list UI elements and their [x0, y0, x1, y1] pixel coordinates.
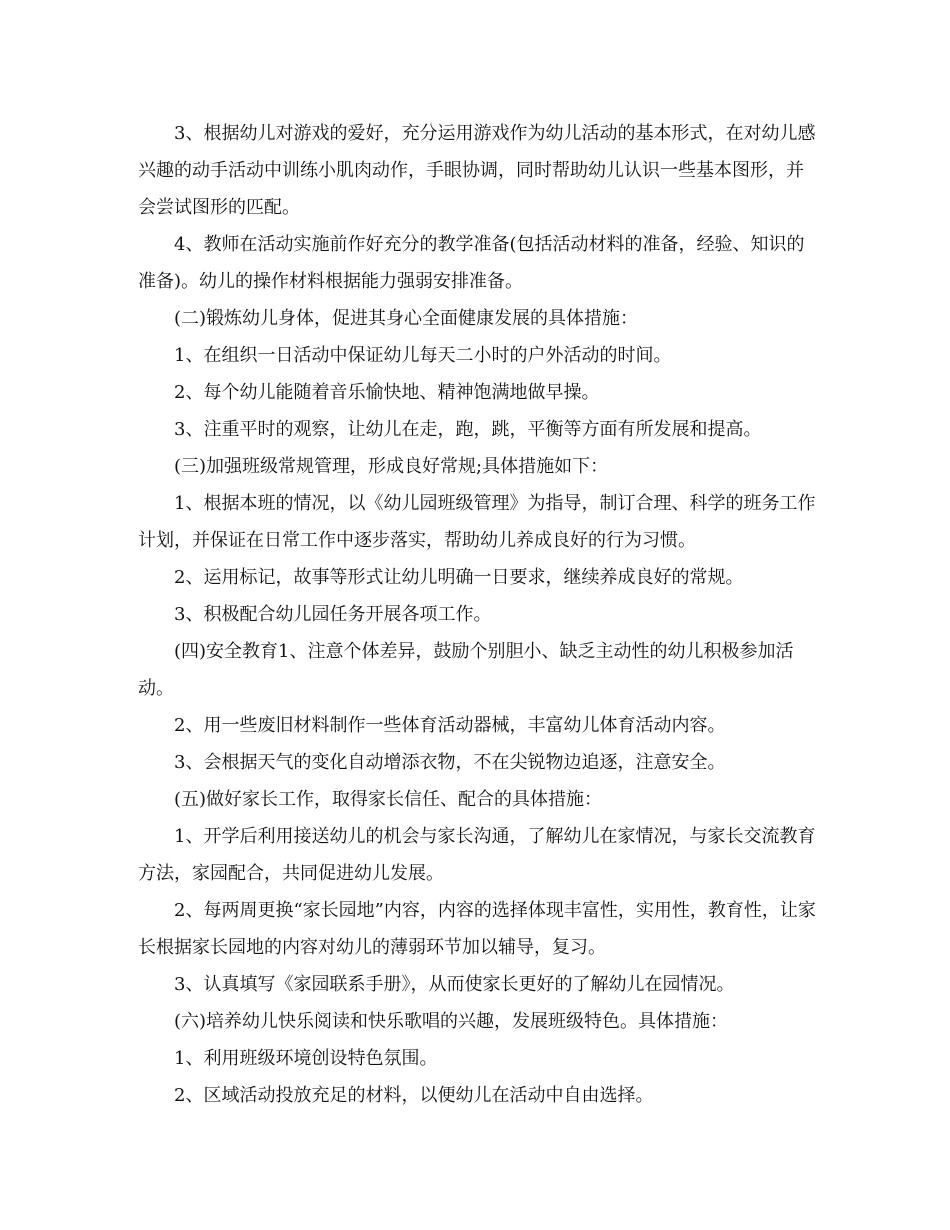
- paragraph: 1、根据本班的情况，以《幼儿园班级管理》为指导，制订合理、科学的班务工作计划，并保证在日常工作中逐步落实，帮助幼儿养成良好的行为习惯。: [138, 493, 816, 551]
- paragraph: 3、根据幼儿对游戏的爱好，充分运用游戏作为幼儿活动的基本形式，在对幼儿感兴趣的动手活动中训练小肌肉动作，手眼协调，同时帮助幼儿认识一些基本图形，并会尝试图形的匹配。: [138, 123, 816, 218]
- paragraph: 2、用一些废旧材料制作一些体育活动器械，丰富幼儿体育活动内容。: [174, 715, 726, 736]
- section-heading: (五)做好家长工作，取得家长信任、配合的具体措施：: [174, 789, 603, 810]
- paragraph: 2、每两周更换“家长园地”内容，内容的选择体现丰富性，实用性，教育性，让家长根据家长园地的内容对幼儿的薄弱环节加以辅导，复习。: [138, 900, 816, 958]
- paragraph: 3、积极配合幼儿园任务开展各项工作。: [174, 604, 492, 625]
- paragraph: 3、注重平时的观察，让幼儿在走，跑，跳，平衡等方面有所发展和提高。: [174, 419, 762, 440]
- paragraph: 2、运用标记，故事等形式让幼儿明确一日要求，继续养成良好的常规。: [174, 567, 744, 588]
- paragraph: 1、开学后利用接送幼儿的机会与家长沟通，了解幼儿在家情况，与家长交流教育方法，家园配合，共同促进幼儿发展。: [138, 826, 816, 884]
- paragraph: 1、利用班级环境创设特色氛围。: [174, 1048, 438, 1069]
- paragraph: 4、教师在活动实施前作好充分的教学准备(包括活动材料的准备，经验、知识的准备)。幼儿的操作材料根据能力强弱安排准备。: [138, 234, 805, 292]
- document-body: [138, 115, 818, 1114]
- paragraph: 2、每个幼儿能随着音乐愉快地、精神饱满地做早操。: [174, 382, 600, 403]
- section-heading: (六)培养幼儿快乐阅读和快乐歌唱的兴趣，发展班级特色。具体措施：: [174, 1011, 729, 1032]
- section-heading: (三)加强班级常规管理，形成良好常规;具体措施如下：: [174, 456, 609, 477]
- paragraph: 1、在组织一日活动中保证幼儿每天二小时的户外活动的时间。: [174, 345, 672, 366]
- paragraph: 3、会根据天气的变化自动增添衣物，不在尖锐物边追逐，注意安全。: [174, 752, 726, 773]
- paragraph: 2、区域活动投放充足的材料，以便幼儿在活动中自由选择。: [174, 1085, 654, 1106]
- section-heading: (二)锻炼幼儿身体，促进其身心全面健康发展的具体措施：: [174, 308, 639, 329]
- section-heading: (四)安全教育1、注意个体差异，鼓励个别胆小、缺乏主动性的幼儿积极参加活动。: [138, 641, 794, 699]
- paragraph: 3、认真填写《家园联系手册》，从而使家长更好的了解幼儿在园情况。: [174, 974, 735, 995]
